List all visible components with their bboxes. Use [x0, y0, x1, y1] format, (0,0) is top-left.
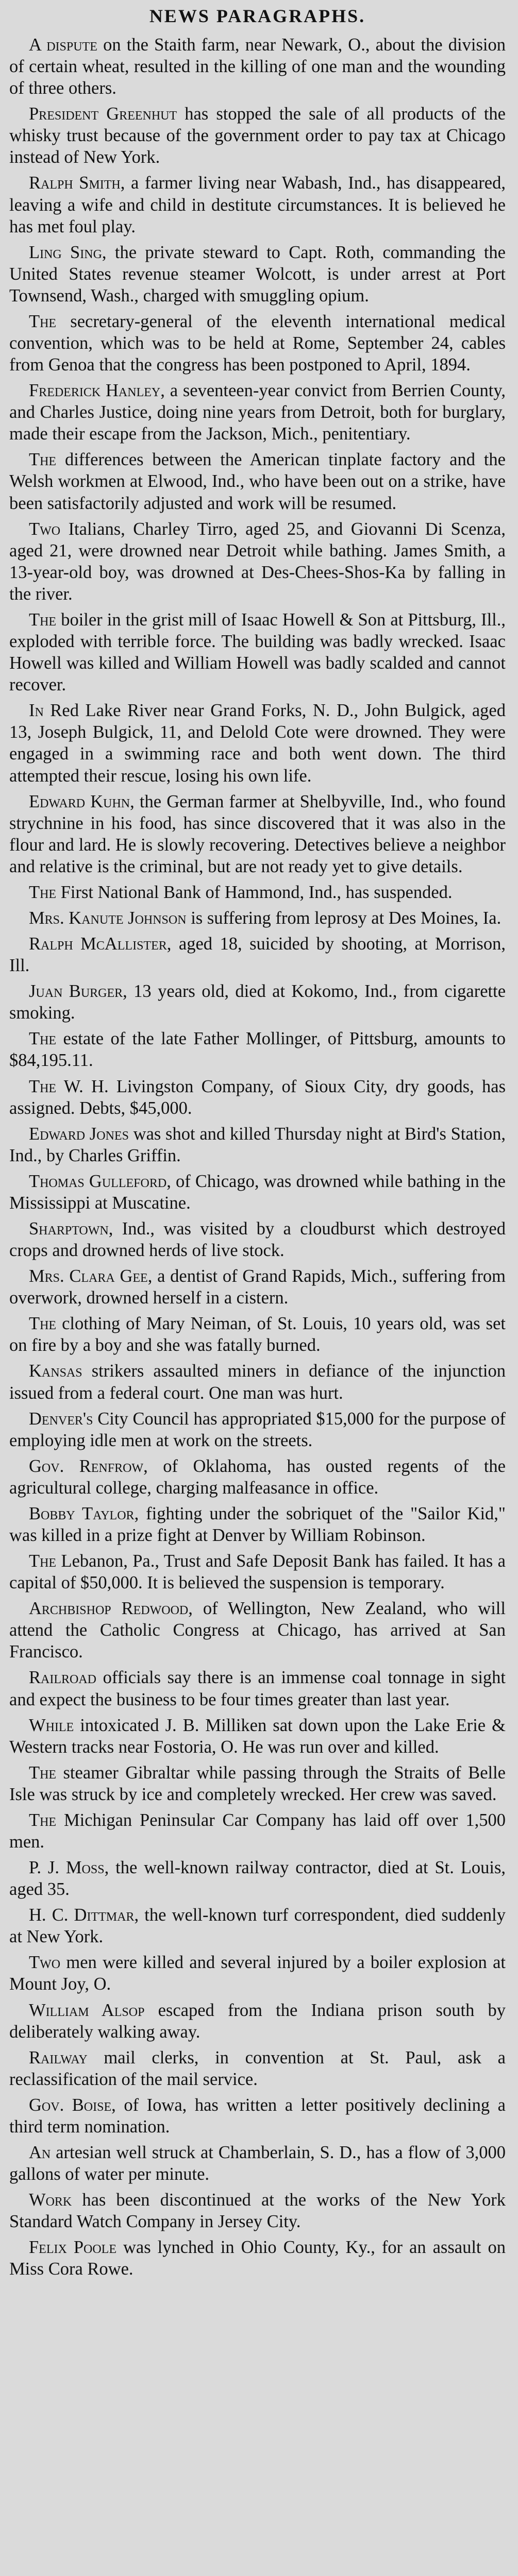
- paragraph-lead: Ling Sing: [29, 242, 102, 262]
- news-paragraph: [9, 609, 506, 696]
- paragraph-lead: The: [29, 311, 57, 331]
- column-heading: NEWS PARAGRAPHS.: [149, 6, 366, 26]
- paragraph-lead: Two: [29, 1953, 61, 1973]
- paragraph-text: , the well-known railway contractor, died at St. Louis, aged 35.: [9, 1858, 506, 1900]
- paragraph-text: , aged 18, suicided by shooting, at Morrison, Ill.: [9, 934, 506, 976]
- paragraph-text: officials say there is an immense coal tonnage in sight and expect the business to be four times greater than last year.: [9, 1668, 506, 1709]
- paragraph-lead: A dispute: [29, 35, 97, 55]
- paragraph-text: clothing of Mary Neiman, of St. Louis, 10 years old, was set on fire by a boy and she was fatally burned.: [9, 1314, 506, 1355]
- paragraph-text: City Council has appropriated $15,000 for the purpose of employing idle men at work on the streets.: [9, 1409, 506, 1450]
- paragraph-lead: Denver's: [29, 1409, 93, 1429]
- news-paragraph: [9, 1598, 506, 1663]
- paragraph-lead: An: [29, 2143, 51, 2163]
- paragraph-lead: The: [29, 1076, 57, 1096]
- paragraph-lead: Thomas Gulleford: [29, 1171, 167, 1191]
- news-paragraph: [9, 2047, 506, 2090]
- news-paragraph: [9, 700, 506, 786]
- news-paragraph: [9, 1809, 506, 1853]
- news-paragraph: [9, 2094, 506, 2138]
- paragraph-text: boiler in the grist mill of Isaac Howell & Son at Pittsburg, Ill., exploded with terrible force. The building was badly wrecked. Isaac Howell was killed and William Howell was badly scalded and cannot recover.: [9, 609, 506, 695]
- paragraph-lead: Kansas: [29, 1361, 82, 1381]
- news-paragraph: [9, 1857, 506, 1900]
- paragraph-lead: Ralph McAllister: [29, 934, 167, 954]
- news-paragraph: [9, 518, 506, 605]
- paragraph-lead: The: [29, 882, 57, 902]
- paragraph-lead: Juan Burger: [29, 981, 123, 1002]
- paragraph-lead: Frederick Hanley: [29, 381, 161, 401]
- news-paragraph: [9, 1028, 506, 1071]
- news-paragraph: [9, 311, 506, 376]
- news-paragraph: [9, 2236, 506, 2280]
- news-paragraph: [9, 34, 506, 99]
- paragraph-text: , of Chicago, was drowned while bathing in the Mississippi at Muscatine.: [9, 1171, 506, 1213]
- news-paragraph: [9, 449, 506, 514]
- paragraph-lead: The: [29, 1029, 57, 1049]
- paragraph-lead: The: [29, 609, 57, 630]
- paragraph-text: , the German farmer at Shelbyville, Ind., who found strychnine in his food, has since discovered that it was also in the flour and lard. He is slowly recovering. Detectives believe a neighbor and relative is the criminal, but are not ready yet to give details.: [9, 791, 506, 876]
- paragraph-text: , a farmer living near Wabash, Ind., has disappeared, leaving a wife and child in destitute circumstances. It is believed he has met foul play.: [9, 173, 506, 236]
- paragraph-text: has been discontinued at the works of the New York Standard Watch Company in Jersey City.: [9, 2190, 506, 2232]
- paragraph-lead: Mrs. Clara Gee: [29, 1266, 148, 1286]
- paragraph-text: was shot and killed Thursday night at Bird's Station, Ind., by Charles Griffin.: [9, 1124, 506, 1165]
- news-paragraph: [9, 1550, 506, 1594]
- paragraph-lead: Edward Kuhn: [29, 791, 130, 811]
- paragraph-lead: Gov. Boise: [29, 2095, 112, 2115]
- paragraph-text: , of Iowa, has written a letter positively declining a third term nomination.: [9, 2095, 506, 2137]
- paragraph-lead: Railway: [29, 2047, 88, 2067]
- news-paragraph: [9, 882, 506, 903]
- paragraph-lead: Bobby Taylor: [29, 1503, 135, 1523]
- news-paragraph: [9, 933, 506, 976]
- news-paragraph: [9, 2142, 506, 2185]
- paragraph-lead: Mrs. Kanute Johnson: [29, 908, 187, 928]
- paragraph-lead: P. J. Moss: [29, 1858, 105, 1878]
- paragraph-text: estate of the late Father Mollinger, of Pittsburg, amounts to $84,195.11.: [9, 1029, 506, 1071]
- paragraph-text: on the Staith farm, near Newark, O., about the division of certain wheat, resulted in the killing of one man and the wounding of three others.: [9, 35, 506, 98]
- news-paragraph: [9, 1171, 506, 1214]
- paragraph-lead: Felix Poole: [29, 2238, 116, 2258]
- paragraph-lead: Ralph Smith: [29, 173, 121, 193]
- paragraph-text: artesian well struck at Chamberlain, S. D., has a flow of 3,000 gallons of water per minute.: [9, 2143, 506, 2184]
- paragraph-lead: President Greenhut: [29, 104, 177, 124]
- paragraph-lead: In: [29, 701, 44, 721]
- paragraph-text: , 13 years old, died at Kokomo, Ind., from cigarette smoking.: [9, 981, 506, 1023]
- paragraph-text: differences between the American tinplate factory and the Welsh workmen at Elwood, Ind., who have been out on a strike, have been satisfactorily adjusted and work will be resumed.: [9, 450, 506, 513]
- news-paragraph: [9, 103, 506, 168]
- paragraph-text: mail clerks, in convention at St. Paul, ask a reclassification of the mail service.: [9, 2047, 506, 2089]
- news-paragraph: [9, 380, 506, 445]
- paragraph-text: , of Wellington, New Zealand, who will attend the Catholic Congress at Chicago, has arrived at San Francisco.: [9, 1599, 506, 1662]
- paragraph-text: Italians, Charley Tirro, aged 25, and Giovanni Di Scenza, aged 21, were drowned near Detroit while bathing. James Smith, a 13-year-old boy, was drowned at Des-Chees-Shos-Ka by falling in the river.: [9, 519, 506, 604]
- paragraph-text: Michigan Peninsular Car Company has laid off over 1,500 men.: [9, 1810, 506, 1852]
- news-paragraph: [9, 1999, 506, 2043]
- paragraph-text: , of Oklahoma, has ousted regents of the agricultural college, charging malfeasance in office.: [9, 1456, 506, 1498]
- paragraph-text: , the private steward to Capt. Roth, commanding the United States revenue steamer Wolcott, is under arrest at Port Townsend, Wash., charged with smuggling opium.: [9, 242, 506, 306]
- paragraph-lead: H. C. Dittmar: [29, 1905, 135, 1925]
- news-paragraph: [9, 1408, 506, 1451]
- paragraph-text: intoxicated J. B. Milliken sat down upon the Lake Erie & Western tracks near Fostoria, O. He was run over and killed.: [9, 1715, 506, 1757]
- paragraph-text: Lebanon, Pa., Trust and Safe Deposit Bank has failed. It has a capital of $50,000. It is believed the suspension is temporary.: [9, 1551, 506, 1593]
- paragraph-lead: While: [29, 1715, 74, 1735]
- news-paragraph: [9, 1218, 506, 1261]
- news-paragraph: [9, 791, 506, 877]
- paragraph-lead: Railroad: [29, 1668, 96, 1688]
- paragraph-text: was lynched in Ohio County, Ky., for an assault on Miss Cora Rowe.: [9, 2238, 506, 2279]
- paragraph-lead: The: [29, 1762, 57, 1783]
- news-items: [9, 34, 506, 2280]
- news-paragraph: [9, 1503, 506, 1546]
- paragraph-text: W. H. Livingston Company, of Sioux City, dry goods, has assigned. Debts, $45,000.: [9, 1076, 506, 1118]
- paragraph-text: is suffering from leprosy at Des Moines, Ia.: [186, 908, 502, 928]
- news-paragraph: [9, 980, 506, 1024]
- paragraph-lead: The: [29, 450, 57, 470]
- paragraph-lead: Work: [29, 2190, 72, 2210]
- paragraph-lead: William Alsop: [29, 2000, 145, 2020]
- paragraph-text: steamer Gibraltar while passing through the Straits of Belle Isle was struck by ice and completely wrecked. Her crew was saved.: [9, 1762, 506, 1804]
- news-paragraph: [9, 1360, 506, 1403]
- paragraph-text: First National Bank of Hammond, Ind., has suspended.: [56, 882, 453, 902]
- paragraph-text: , a seventeen-year convict from Berrien County, and Charles Justice, doing nine years from Detroit, both for burglary, made their escape from the Jackson, Mich., penitentiary.: [9, 381, 506, 444]
- paragraph-text: secretary-general of the eleventh international medical convention, which was to be held at Rome, September 24, cables from Genoa that the congress has been postponed to April, 1894.: [9, 311, 506, 375]
- paragraph-lead: The: [29, 1551, 57, 1571]
- news-paragraph: [9, 1667, 506, 1710]
- paragraph-lead: The: [29, 1314, 57, 1334]
- paragraph-text: Red Lake River near Grand Forks, N. D., John Bulgick, aged 13, Joseph Bulgick, 11, and Delold Cote were drowned. They were engaged in a swimming race and both went down. The third attempted their rescue, losing his own life.: [9, 701, 506, 786]
- news-paragraph: [9, 907, 506, 929]
- news-paragraph: [9, 1715, 506, 1758]
- paragraph-text: men were killed and several injured by a boiler explosion at Mount Joy, O.: [9, 1953, 506, 1994]
- paragraph-text: , a dentist of Grand Rapids, Mich., suffering from overwork, drowned herself in a cistern.: [9, 1266, 506, 1308]
- news-paragraph: [9, 1076, 506, 1119]
- news-paragraph: [9, 2189, 506, 2232]
- paragraph-lead: The: [29, 1810, 57, 1830]
- news-paragraph: [9, 1952, 506, 1995]
- paragraph-text: escaped from the Indiana prison south by deliberately walking away.: [9, 2000, 506, 2042]
- news-paragraph: [9, 172, 506, 237]
- news-paragraph: [9, 1123, 506, 1166]
- paragraph-text: , fighting under the sobriquet of the "Sailor Kid," was killed in a prize fight at Denver by William Robinson.: [9, 1503, 506, 1545]
- news-paragraph: [9, 1762, 506, 1805]
- news-paragraph: [9, 1904, 506, 1947]
- news-paragraph: [9, 1313, 506, 1356]
- news-paragraph: [9, 1265, 506, 1309]
- paragraph-lead: Gov. Renfrow: [29, 1456, 144, 1476]
- paragraph-text: , Ind., was visited by a cloudburst which destroyed crops and drowned herds of live stock.: [9, 1218, 506, 1261]
- paragraph-lead: Sharptown: [29, 1218, 109, 1239]
- news-paragraph: [9, 242, 506, 307]
- news-paragraph: [9, 1455, 506, 1499]
- paragraph-text: has stopped the sale of all products of the whisky trust because of the government order to pay tax at Chicago instead of New York.: [9, 104, 506, 167]
- paragraph-lead: Two: [29, 519, 61, 539]
- paragraph-text: , the well-known turf correspondent, died suddenly at New York.: [9, 1905, 506, 1947]
- paragraph-text: strikers assaulted miners in defiance of the injunction issued from a federal court. One man was hurt.: [9, 1361, 506, 1403]
- paragraph-lead: Edward Jones: [29, 1124, 129, 1144]
- paragraph-lead: Archbishop Redwood: [29, 1599, 189, 1619]
